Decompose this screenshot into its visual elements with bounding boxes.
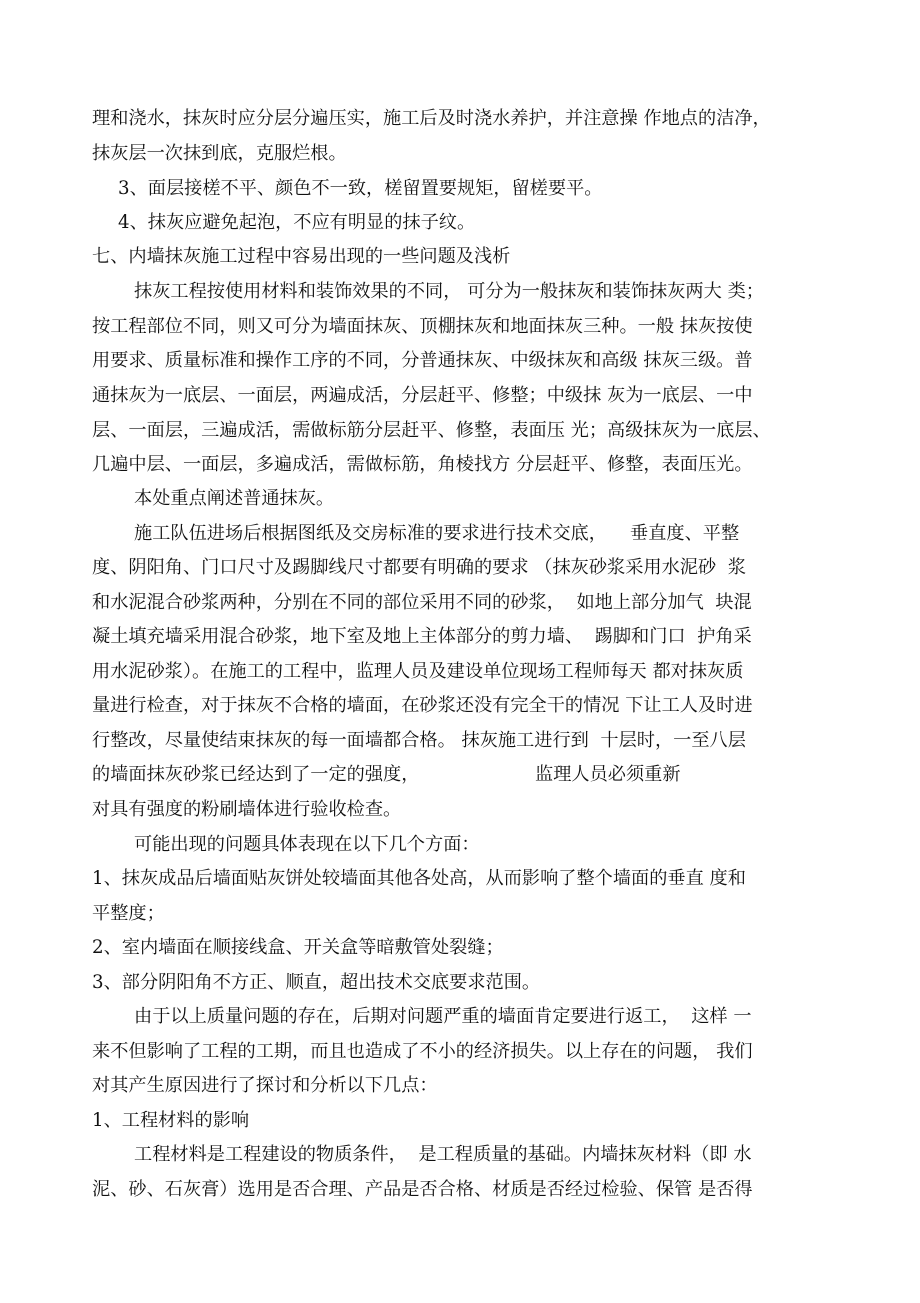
- text-line: 用水泥砂浆）。在施工的工程中，监理人员及建设单位现场工程师每天 都对抹灰质: [92, 661, 744, 682]
- list-item: 1、抹灰成品后墙面贴灰饼处较墙面其他各处高，从而影响了整个墙面的垂直 度和: [92, 868, 746, 889]
- text-line: 施工队伍进场后根据图纸及交房标准的要求进行技术交底， 垂直度、平整: [134, 523, 740, 544]
- text-line: 抹灰工程按使用材料和装饰效果的不同， 可分为一般抹灰和装饰抹灰两大 类；: [134, 281, 764, 302]
- list-item: 3、面层接槎不平、颜色不一致，槎留置要规矩，留槎要平。: [118, 178, 603, 199]
- list-item: 2、室内墙面在顺接线盒、开关盒等暗敷管处裂缝；: [92, 937, 504, 958]
- text-line: 量进行检查，对于抹灰不合格的墙面，在砂浆还没有完全干的情况 下让工人及时进: [92, 695, 753, 716]
- text-line: 对其产生原因进行了探讨和分析以下几点：: [92, 1075, 438, 1096]
- section-heading: 七、内墙抹灰施工过程中容易出现的一些问题及浅析: [92, 246, 511, 267]
- text-line: 平整度；: [92, 903, 165, 924]
- text-line: 来不但影响了工程的工期，而且也造成了不小的经济损失。以上存在的问题， 我们: [92, 1041, 753, 1062]
- subheading: 1、工程材料的影响: [92, 1110, 250, 1131]
- text-line: 几遍中层、一面层，多遍成活，需做标筋，角棱找方 分层赶平、修整，表面压光。: [92, 454, 753, 475]
- text-line: 和水泥混合砂浆两种，分别在不同的部位采用不同的砂浆， 如地上部分加气 块混: [92, 592, 752, 613]
- text-line: 泥、砂、石灰膏）选用是否合理、产品是否合格、材质是否经过检验、保管 是否得: [92, 1179, 753, 1200]
- text-line: 工程材料是工程建设的物质条件， 是工程质量的基础。内墙抹灰材料（即 水: [134, 1144, 752, 1165]
- text-line: 本处重点阐述普通抹灰。: [134, 488, 335, 509]
- text-line: 理和浇水，抹灰时应分层分遍压实，施工后及时浇水养护，并注意操 作地点的洁净，: [92, 108, 771, 129]
- text-line: 的墙面抹灰砂浆已经达到了一定的强度， 监理人员必须重新: [92, 764, 681, 785]
- text-line: 由于以上质量问题的存在，后期对问题严重的墙面肯定要进行返工， 这样 一: [134, 1006, 752, 1027]
- text-line: 行整改，尽量使结束抹灰的每一面墙都合格。 抹灰施工进行到 十层时，一至八层: [92, 730, 746, 751]
- text-line: 用要求、质量标准和操作工序的不同，分普通抹灰、中级抹灰和高级 抹灰三级。普: [92, 350, 753, 371]
- text-line: 按工程部位不同，则又可分为墙面抹灰、顶棚抹灰和地面抹灰三种。一般 抹灰按使: [92, 316, 753, 337]
- text-line: 凝土填充墙采用混合砂浆，地下室及地上主体部分的剪力墙、 踢脚和门口 护角采: [92, 626, 752, 647]
- text-line: 通抹灰为一底层、一面层，两遍成活，分层赶平、修整；中级抹 灰为一底层、一中: [92, 385, 753, 406]
- text-line: 可能出现的问题具体表现在以下几个方面：: [134, 834, 480, 855]
- text-line: 对具有强度的粉刷墙体进行验收检查。: [92, 799, 402, 820]
- list-item: 4、抹灰应避免起泡，不应有明显的抹子纹。: [118, 212, 476, 233]
- text-line: 抹灰层一次抹到底，克服烂根。: [92, 143, 347, 164]
- list-item: 3、部分阴阳角不方正、顺直，超出技术交底要求范围。: [92, 972, 541, 993]
- text-line: 度、阴阳角、门口尺寸及踢脚线尺寸都要有明确的要求 （抹灰砂浆采用水泥砂 浆: [92, 557, 746, 578]
- text-line: 层、一面层，三遍成活，需做标筋分层赶平、修整，表面压 光；高级抹灰为一底层、: [92, 420, 771, 441]
